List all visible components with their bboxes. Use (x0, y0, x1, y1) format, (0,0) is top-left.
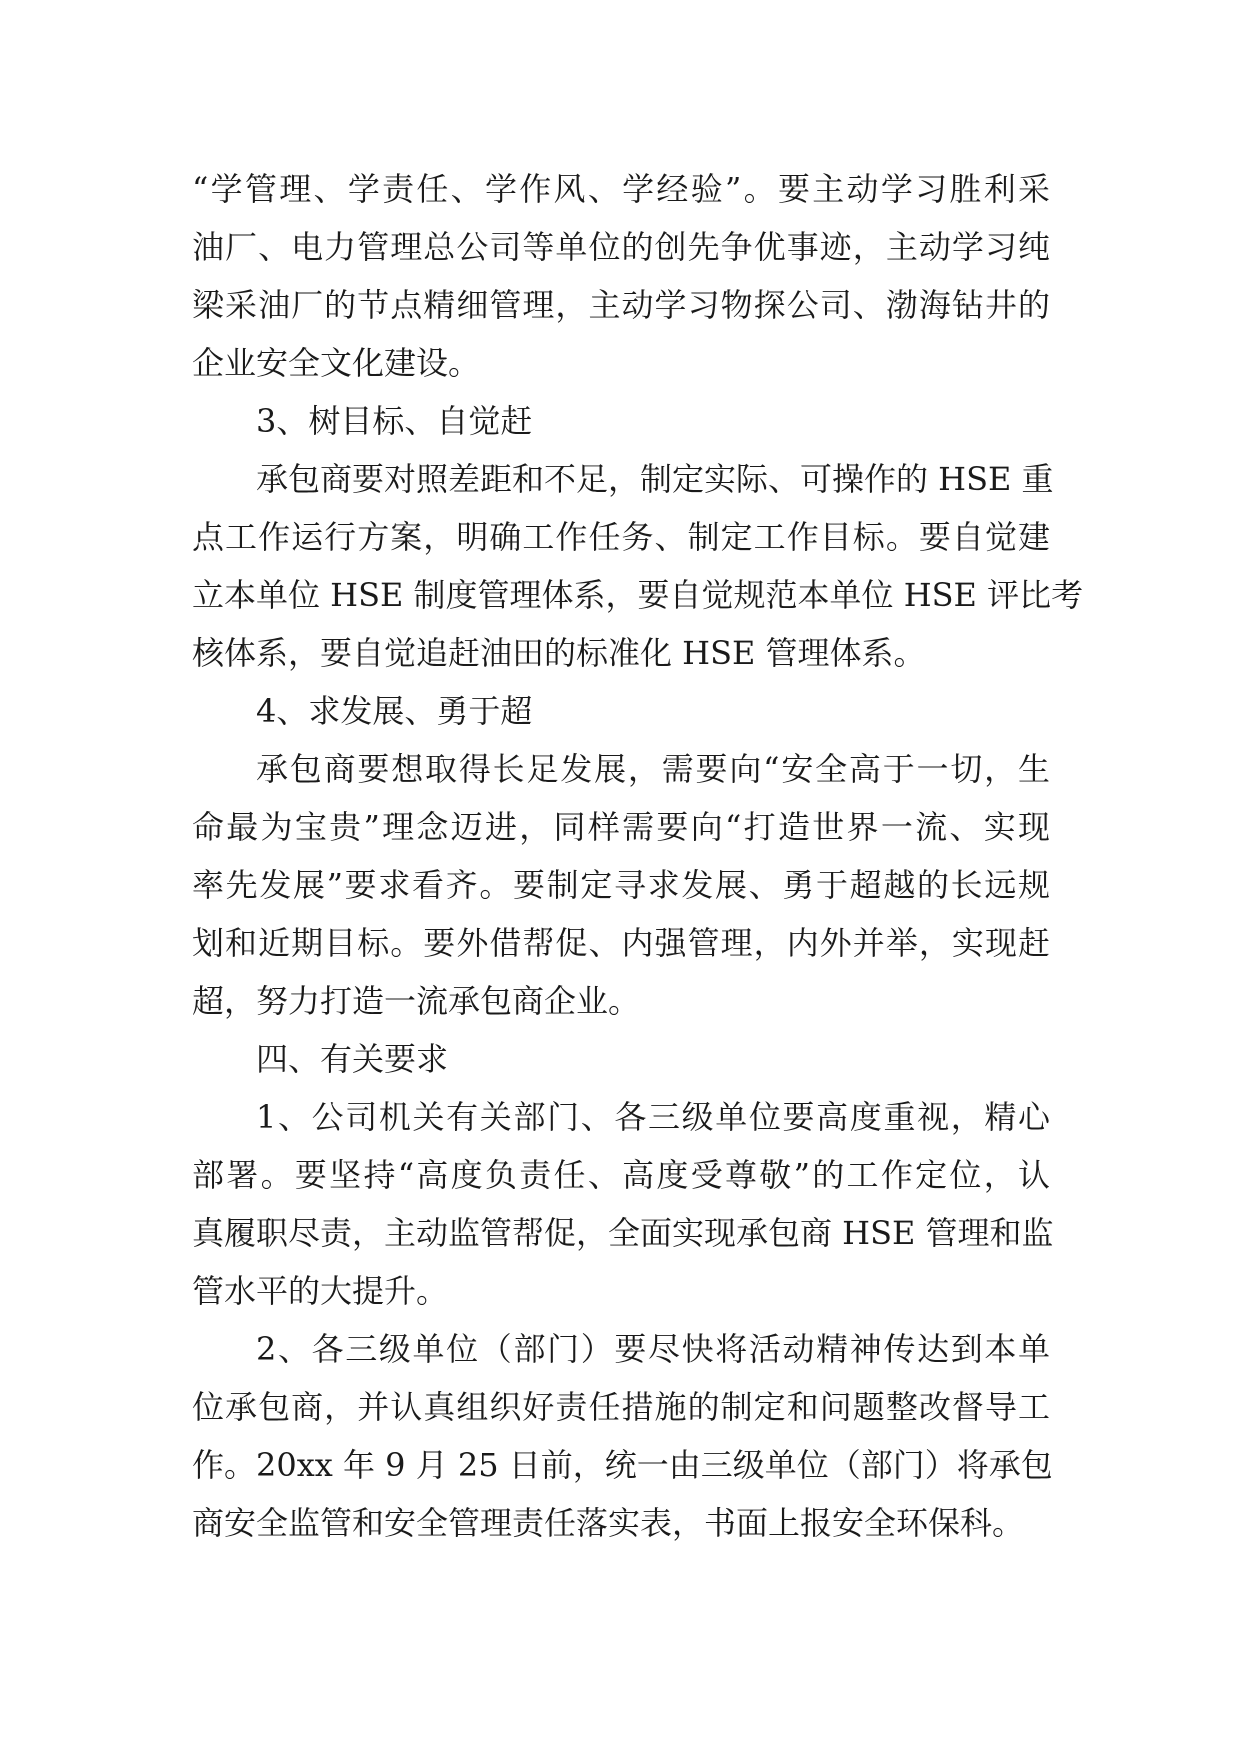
text-line: 点工作运行方案，明确工作任务、制定工作目标。要自觉建 (192, 518, 1050, 556)
text-line: 3、树目标、自觉赶 (256, 402, 533, 440)
document-body (192, 160, 1084, 1552)
text-line: 4、求发展、勇于超 (256, 692, 533, 730)
text-line: 真履职尽责，主动监管帮促，全面实现承包商 HSE 管理和监 (192, 1214, 1054, 1252)
text-line: 立本单位 HSE 制度管理体系，要自觉规范本单位 HSE 评比考 (192, 576, 1084, 614)
text-line: 划和近期目标。要外借帮促、内强管理，内外并举，实现赶 (192, 924, 1050, 962)
text-line: 命最为宝贵”理念迈进，同样需要向“打造世界一流、实现 (192, 808, 1050, 846)
text-line: 油厂、电力管理总公司等单位的创先争优事迹，主动学习纯 (192, 228, 1050, 266)
text-line: 2、各三级单位（部门）要尽快将活动精神传达到本单 (256, 1330, 1050, 1368)
text-line: 承包商要对照差距和不足，制定实际、可操作的 HSE 重 (256, 460, 1054, 498)
text-line: 梁采油厂的节点精细管理，主动学习物探公司、渤海钻井的 (192, 286, 1050, 324)
text-line: 四、有关要求 (256, 1040, 449, 1078)
text-line: 率先发展”要求看齐。要制定寻求发展、勇于超越的长远规 (192, 866, 1050, 904)
text-line: 企业安全文化建设。 (192, 344, 481, 382)
text-line: 部署。要坚持“高度负责任、高度受尊敬”的工作定位，认 (192, 1156, 1050, 1194)
text-line: 商安全监管和安全管理责任落实表，书面上报安全环保科。 (192, 1504, 1025, 1542)
text-line: 作。20xx 年 9 月 25 日前，统一由三级单位（部门）将承包 (192, 1446, 1053, 1484)
text-line: 超，努力打造一流承包商企业。 (192, 982, 641, 1020)
text-line: 核体系，要自觉追赶油田的标准化 HSE 管理体系。 (192, 634, 926, 672)
text-line: “学管理、学责任、学作风、学经验”。要主动学习胜利采 (192, 170, 1050, 208)
text-line: 1、公司机关有关部门、各三级单位要高度重视，精心 (256, 1098, 1050, 1136)
text-line: 管水平的大提升。 (192, 1272, 449, 1310)
text-line: 承包商要想取得长足发展，需要向“安全高于一切，生 (256, 750, 1050, 788)
text-line: 位承包商，并认真组织好责任措施的制定和问题整改督导工 (192, 1388, 1050, 1426)
